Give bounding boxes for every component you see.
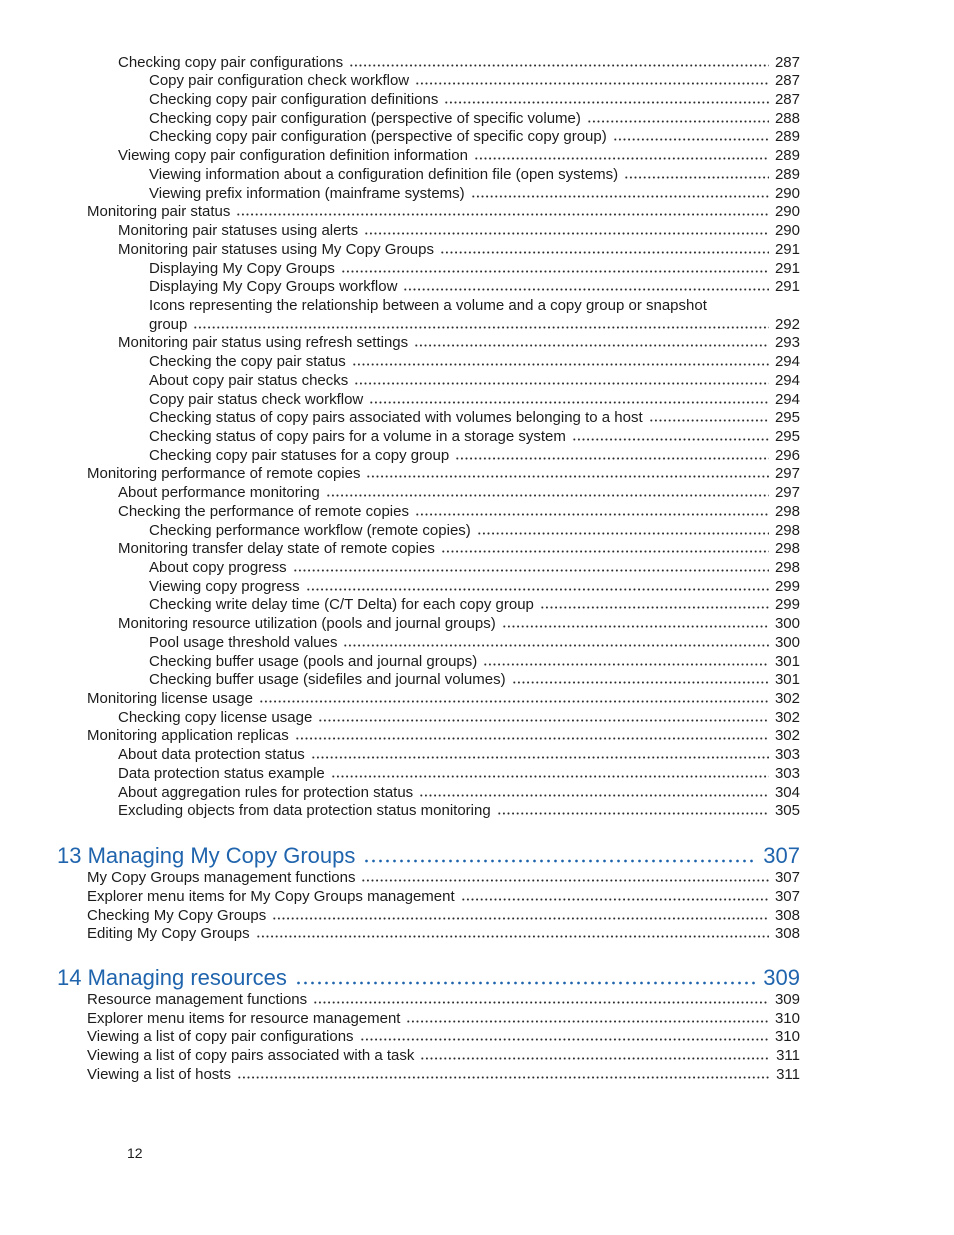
toc-entry-title: Checking the copy pair status <box>149 353 346 371</box>
toc-entry[interactable] <box>118 784 800 803</box>
chapter-page-number: 309 <box>763 964 800 990</box>
toc-entry-title: Monitoring performance of remote copies <box>87 465 361 483</box>
toc-page-number: 295 <box>774 409 800 427</box>
toc-entry[interactable] <box>149 128 800 147</box>
dot-leader <box>587 120 769 123</box>
dot-leader <box>474 157 769 160</box>
toc-entry[interactable] <box>87 1066 800 1085</box>
toc-entry-title: Checking status of copy pairs for a volume in a storage system <box>149 427 566 445</box>
toc-page-number: 295 <box>774 427 800 445</box>
toc-entry-title: Viewing prefix information (mainframe systems) <box>149 184 465 202</box>
toc-page-number: 300 <box>774 633 800 651</box>
toc-entry[interactable] <box>149 372 800 391</box>
toc-entry[interactable] <box>149 447 800 466</box>
toc-page-number: 304 <box>774 783 800 801</box>
toc-entry[interactable] <box>118 503 800 522</box>
toc-page-number: 309 <box>774 990 800 1008</box>
toc-entry-title: Excluding objects from data protection status monitoring <box>118 802 491 820</box>
toc-entry-title: Checking copy pair configurations <box>118 53 344 71</box>
toc-entry[interactable] <box>149 391 800 410</box>
dot-leader <box>272 917 769 920</box>
toc-entry-title: Monitoring pair statuses using alerts <box>118 222 359 240</box>
chapter-title: 14 Managing resources <box>57 964 287 990</box>
toc-entry-title: Monitoring pair statuses using My Copy Groups <box>118 240 434 258</box>
toc-entry-title: Monitoring resource utilization (pools and journal groups) <box>118 615 496 633</box>
dot-leader <box>343 644 769 647</box>
toc-page-number: 298 <box>774 521 800 539</box>
toc-entry-title: My Copy Groups management functions <box>87 869 356 887</box>
toc-entry[interactable] <box>118 241 800 260</box>
toc-page-number: 302 <box>774 727 800 745</box>
dot-leader <box>502 625 769 628</box>
toc-entry[interactable] <box>149 634 800 653</box>
toc-entry[interactable] <box>87 888 800 907</box>
toc-entry-title: Checking performance workflow (remote copies) <box>149 521 471 539</box>
dot-leader <box>366 475 769 478</box>
toc-entry-title: Checking status of copy pairs associated with volumes belonging to a host <box>149 409 643 427</box>
toc-entry-title: About copy progress <box>149 559 287 576</box>
toc-entry-title: Displaying My Copy Groups <box>149 259 335 277</box>
toc-entry[interactable] <box>118 709 800 728</box>
toc-page-number: 298 <box>774 559 800 576</box>
toc-entry[interactable] <box>87 991 800 1010</box>
dot-leader <box>361 879 769 882</box>
toc-page-number: 308 <box>774 925 800 943</box>
dot-leader <box>341 270 769 273</box>
toc-page-number: 302 <box>774 690 800 708</box>
toc-page-number: 287 <box>774 91 800 109</box>
toc-page-number: 287 <box>774 53 800 71</box>
toc-entry[interactable] <box>118 802 800 821</box>
dot-leader <box>415 513 769 516</box>
footer-page-number: 12 <box>127 1145 143 1161</box>
dot-leader <box>237 1076 770 1079</box>
toc-page-number: 298 <box>774 502 800 520</box>
toc-entry-title: About aggregation rules for protection status <box>118 783 414 801</box>
toc-entry[interactable] <box>149 522 800 541</box>
dot-leader <box>313 1001 769 1004</box>
dot-leader <box>403 288 769 291</box>
dot-leader <box>613 138 769 141</box>
dot-leader <box>318 719 769 722</box>
chapter-heading[interactable] <box>57 965 800 991</box>
toc-entry-title: About data protection status <box>118 746 305 764</box>
toc-entry[interactable] <box>118 334 800 353</box>
toc-entry[interactable] <box>87 727 800 746</box>
toc-entry[interactable] <box>149 353 800 372</box>
toc-page-number: 287 <box>774 72 800 90</box>
toc-entry[interactable] <box>149 578 800 597</box>
dot-leader <box>406 1020 768 1023</box>
toc-page-number: 299 <box>774 596 800 614</box>
toc-entry-title: Checking My Copy Groups <box>87 906 267 924</box>
toc-entry-title: Viewing copy progress <box>149 577 300 595</box>
toc-entry[interactable] <box>87 465 800 484</box>
toc-page-number: 310 <box>774 1028 800 1046</box>
toc-entry[interactable] <box>118 540 800 559</box>
toc-entry[interactable] <box>149 409 800 428</box>
toc-entry-title: Explorer menu items for resource management <box>87 1009 401 1027</box>
toc-page-number: 294 <box>774 353 800 371</box>
toc-entry-title: Explorer menu items for My Copy Groups management <box>87 887 455 905</box>
dot-leader <box>295 981 756 985</box>
dot-leader <box>483 663 769 666</box>
dot-leader <box>497 812 769 815</box>
toc-page-number: 291 <box>774 278 800 296</box>
toc-entry-continuation[interactable] <box>149 316 800 335</box>
dot-leader <box>236 213 769 216</box>
toc-entry[interactable] <box>118 54 800 73</box>
dot-leader <box>306 588 769 591</box>
toc-entry-title: Checking copy license usage <box>118 708 313 726</box>
toc-page-number: 297 <box>774 484 800 502</box>
table-of-contents <box>0 54 800 1085</box>
dot-leader <box>363 859 756 863</box>
toc-entry-title: Copy pair status check workflow <box>149 390 364 408</box>
toc-page-number: 300 <box>774 615 800 633</box>
chapter-title: 13 Managing My Copy Groups <box>57 843 356 869</box>
toc-entry[interactable] <box>149 260 800 279</box>
dot-leader <box>369 401 769 404</box>
dot-leader <box>461 898 769 901</box>
toc-entry-title: Data protection status example <box>118 764 325 782</box>
toc-entry[interactable] <box>149 671 800 690</box>
dot-leader <box>414 344 769 347</box>
toc-page-number: 303 <box>774 746 800 764</box>
toc-entry-title: Viewing a list of copy pairs associated with a task <box>87 1047 415 1065</box>
dot-leader <box>419 794 769 797</box>
toc-entry[interactable] <box>118 746 800 765</box>
dot-leader <box>364 232 769 235</box>
toc-page-number: 289 <box>774 128 800 146</box>
dot-leader <box>360 1038 769 1041</box>
toc-page-number: 302 <box>774 708 800 726</box>
toc-page-number: 305 <box>774 802 800 820</box>
dot-leader <box>477 532 769 535</box>
toc-entry[interactable] <box>149 166 800 185</box>
toc-entry-title-continuation: group <box>149 315 188 333</box>
toc-entry[interactable] <box>87 690 800 709</box>
toc-page-number: 307 <box>774 887 800 905</box>
toc-entry-title: Viewing copy pair configuration definition information <box>118 147 468 165</box>
toc-page-number: 298 <box>774 540 800 558</box>
dot-leader <box>193 326 769 329</box>
toc-entry[interactable] <box>149 91 800 110</box>
toc-entry[interactable] <box>149 297 800 316</box>
toc-entry-title: Monitoring transfer delay state of remote copies <box>118 540 435 558</box>
toc-entry-title: Checking copy pair configuration (perspective of specific volume) <box>149 109 581 127</box>
toc-page-number: 288 <box>774 109 800 127</box>
toc-entry[interactable] <box>118 222 800 241</box>
dot-leader <box>512 681 769 684</box>
toc-page-number: 296 <box>774 446 800 464</box>
toc-entry-title: About performance monitoring <box>118 484 320 502</box>
toc-page-number: 291 <box>774 240 800 258</box>
chapter-heading[interactable] <box>57 843 800 869</box>
toc-page-number: 294 <box>774 371 800 389</box>
toc-entry-title: Checking copy pair configuration (perspective of specific copy group) <box>149 128 607 146</box>
toc-page-number: 292 <box>774 315 800 333</box>
toc-page-number: 290 <box>774 184 800 202</box>
dot-leader <box>259 700 769 703</box>
toc-entry-title: Viewing a list of hosts <box>87 1065 231 1083</box>
toc-page-number: 311 <box>776 1047 800 1065</box>
toc-page-number: 310 <box>774 1009 800 1027</box>
dot-leader <box>295 737 769 740</box>
toc-page-number: 290 <box>774 203 800 221</box>
toc-entry[interactable] <box>149 653 800 672</box>
dot-leader <box>420 1057 770 1060</box>
toc-entry-title: Checking copy pair configuration definitions <box>149 91 439 109</box>
dot-leader <box>444 101 769 104</box>
dot-leader <box>354 382 769 385</box>
toc-page-number: 293 <box>774 334 800 352</box>
toc-entry-title: Checking the performance of remote copies <box>118 502 409 520</box>
toc-page-number: 290 <box>774 222 800 240</box>
toc-page-number: 289 <box>774 165 800 183</box>
toc-entry[interactable] <box>118 765 800 784</box>
dot-leader <box>624 176 769 179</box>
toc-entry[interactable] <box>87 869 800 888</box>
dot-leader <box>471 195 769 198</box>
toc-entry-title: Pool usage threshold values <box>149 633 338 651</box>
toc-entry[interactable] <box>87 925 800 944</box>
toc-entry[interactable] <box>149 428 800 447</box>
toc-entry[interactable] <box>149 185 800 204</box>
dot-leader <box>311 756 769 759</box>
toc-entry[interactable] <box>149 72 800 91</box>
dot-leader <box>349 64 769 67</box>
dot-leader <box>331 775 769 778</box>
toc-page-number: 299 <box>774 577 800 595</box>
toc-entry[interactable] <box>87 203 800 222</box>
toc-entry[interactable] <box>118 484 800 503</box>
toc-entry[interactable] <box>149 559 800 578</box>
toc-entry-title: Viewing information about a configuration definition file (open systems) <box>149 165 619 183</box>
toc-entry-title: Displaying My Copy Groups workflow <box>149 278 398 296</box>
toc-entry-title: Checking buffer usage (sidefiles and journal volumes) <box>149 671 506 689</box>
dot-leader <box>256 935 769 938</box>
toc-entry-title: Monitoring pair status using refresh settings <box>118 334 409 352</box>
toc-entry[interactable] <box>118 147 800 166</box>
toc-entry-title: Checking write delay time (C/T Delta) for each copy group <box>149 596 534 614</box>
toc-entry-title: About copy pair status checks <box>149 371 349 389</box>
toc-page-number: 303 <box>774 764 800 782</box>
toc-entry[interactable] <box>87 907 800 926</box>
toc-entry-title: Monitoring pair status <box>87 203 231 221</box>
dot-leader <box>540 606 769 609</box>
toc-entry-title: Resource management functions <box>87 990 308 1008</box>
toc-entry-title: Editing My Copy Groups <box>87 925 250 943</box>
chapter-page-number: 307 <box>763 843 800 869</box>
toc-entry-title: Checking copy pair statuses for a copy group <box>149 446 450 464</box>
toc-entry-title: Monitoring application replicas <box>87 727 289 745</box>
dot-leader <box>572 438 769 441</box>
toc-page-number: 289 <box>774 147 800 165</box>
toc-entry-title: Copy pair configuration check workflow <box>149 72 410 90</box>
toc-entry[interactable] <box>87 1047 800 1066</box>
toc-entry[interactable] <box>87 1028 800 1047</box>
dot-leader <box>415 82 769 85</box>
toc-entry-title: Viewing a list of copy pair configurations <box>87 1028 354 1046</box>
toc-page-number: 308 <box>774 906 800 924</box>
toc-entry[interactable] <box>118 615 800 634</box>
toc-entry-title: Monitoring license usage <box>87 690 253 708</box>
toc-page-number: 294 <box>774 390 800 408</box>
toc-page-number: 307 <box>774 869 800 887</box>
toc-page-number: 301 <box>774 671 800 689</box>
toc-page-number: 301 <box>774 652 800 670</box>
toc-entry-title: Icons representing the relationship between a volume and a copy group or snapshot <box>149 296 707 314</box>
toc-entry-title: Checking buffer usage (pools and journal groups) <box>149 652 478 670</box>
toc-entry[interactable] <box>87 1010 800 1029</box>
toc-page-number: 291 <box>774 259 800 277</box>
toc-page-number: 311 <box>776 1065 800 1083</box>
dot-leader <box>352 363 769 366</box>
toc-page-number: 297 <box>774 465 800 483</box>
dot-leader <box>441 550 769 553</box>
dot-leader <box>326 494 769 497</box>
toc-entry[interactable] <box>149 596 800 615</box>
toc-entry[interactable] <box>149 110 800 129</box>
dot-leader <box>455 457 769 460</box>
toc-entry[interactable] <box>149 278 800 297</box>
dot-leader <box>440 251 769 254</box>
dot-leader <box>649 419 769 422</box>
dot-leader <box>293 569 769 572</box>
